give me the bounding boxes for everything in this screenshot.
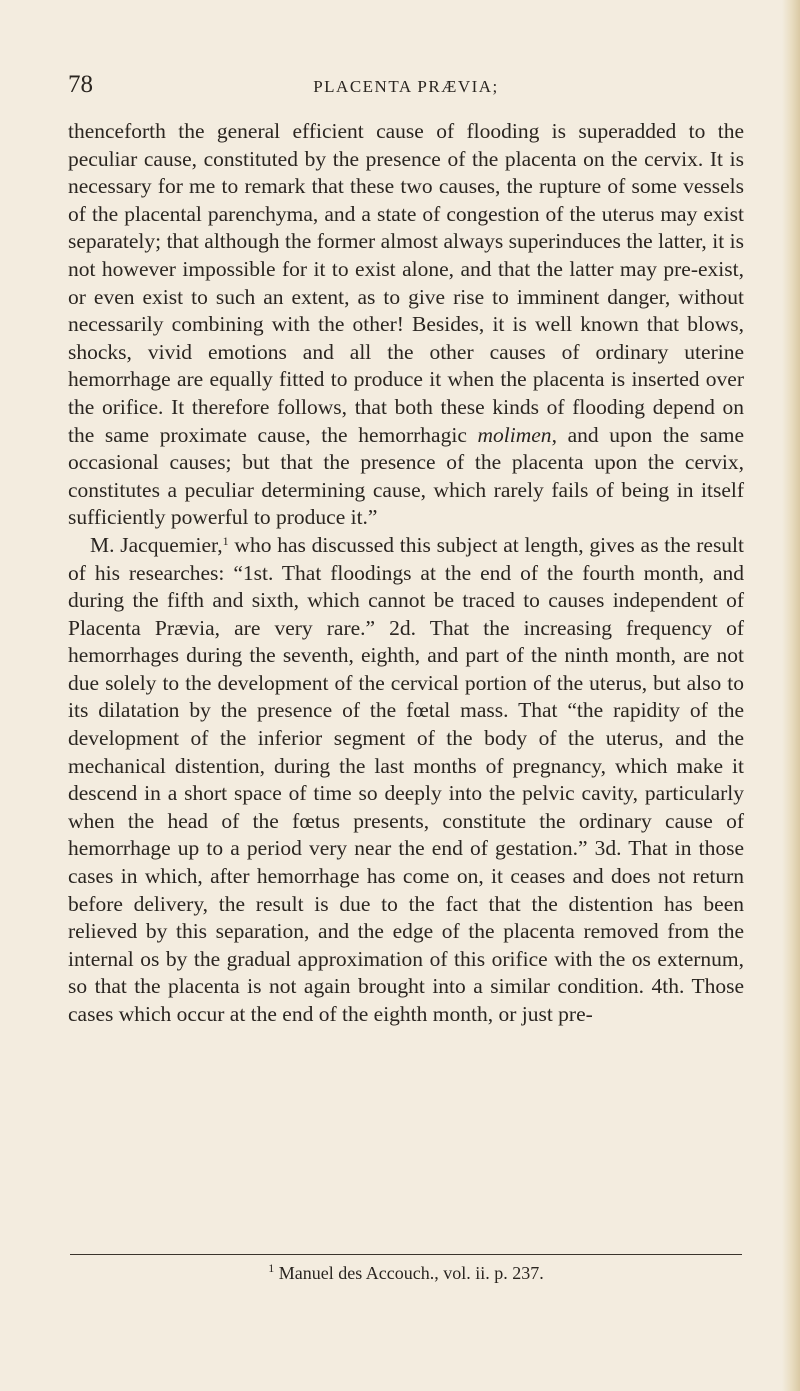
page-edge-shadow: [782, 0, 800, 1391]
paragraph-2-text-b: who has discussed this subject at length, gives as the result of his researches: “1st. That floodings at the end of the fourth month, and during the fifth and sixth, which cannot be traced to causes independent of Placenta Prævia, are very rare.” 2d. That the increasing frequency of hemorrhages during the seventh, eighth, and part of the ninth month, are not due solely to the development of the cervical portion of the uterus, but also to its dilatation by the presence of the fœtal mass. That “the rapidity of the development of the inferior segment of the body of the uterus, and the mechanical distention, during the last months of pregnancy, which make it descend in a short space of time so deeply into the pelvic cavity, particularly when the head of the fœtus presents, constitute the ordinary cause of hemorrhage up to a period very near the end of gestation.” 3d. That in those cases in which, after hemorrhage has come on, it ceases and does not return before delivery, the result is due to the fact that the distention has been relieved by this separation, and the edge of the placenta removed from the internal os by the gradual approximation of this orifice with the os externum, so that the placenta is not again brought into a similar condition. 4th. Those cases which occur at the end of the eighth month, or just pre-: [68, 532, 745, 1026]
footnote-reference: 1: [222, 533, 229, 548]
footnote-marker: 1: [268, 1261, 275, 1275]
running-title: PLACENTA PRÆVIA;: [313, 77, 499, 96]
page-number: 78: [68, 71, 93, 98]
paragraph-2: [68, 532, 744, 1029]
footnote-divider: [70, 1254, 742, 1255]
paragraph-1-text-a: thenceforth the general efficient cause of flooding is superadded to the peculiar cause, constituted by the presence of the placenta on the cervix. It is necessary for me to remark that these two causes, the rupture of some vessels of the placental parenchyma, and a state of congestion of the uterus may exist separately; that although the former almost always superinduces the latter, it is not however impossible for it to exist alone, and that the latter may pre-exist, or even exist to such an extent, as to give rise to imminent danger, without necessarily combining with the other! Besides, it is well known that blows, shocks, vivid emotions and all the other causes of ordinary uterine hemorrhage are equally fitted to produce it when the placenta is inserted over the orifice. It therefore follows, that both these kinds of flooding depend on the same proximate cause, the hemorrhagic: [68, 119, 744, 447]
paragraph-1-italic-term: molimen: [477, 422, 552, 447]
footnote: [68, 1262, 744, 1284]
footnote-text: Manuel des Accouch., vol. ii. p. 237.: [274, 1263, 544, 1283]
running-head: [68, 70, 744, 106]
paragraph-1-text-b: , and upon the same occasional causes; but that the presence of the placenta upon the cervix, constitutes a peculiar determining cause, which rarely fails of being in itself sufficiently powerful to produce it.”: [68, 422, 744, 530]
paragraph-1: [68, 118, 744, 532]
body-text: [68, 118, 744, 1029]
paragraph-2-text-a: M. Jacquemier,: [90, 532, 223, 557]
